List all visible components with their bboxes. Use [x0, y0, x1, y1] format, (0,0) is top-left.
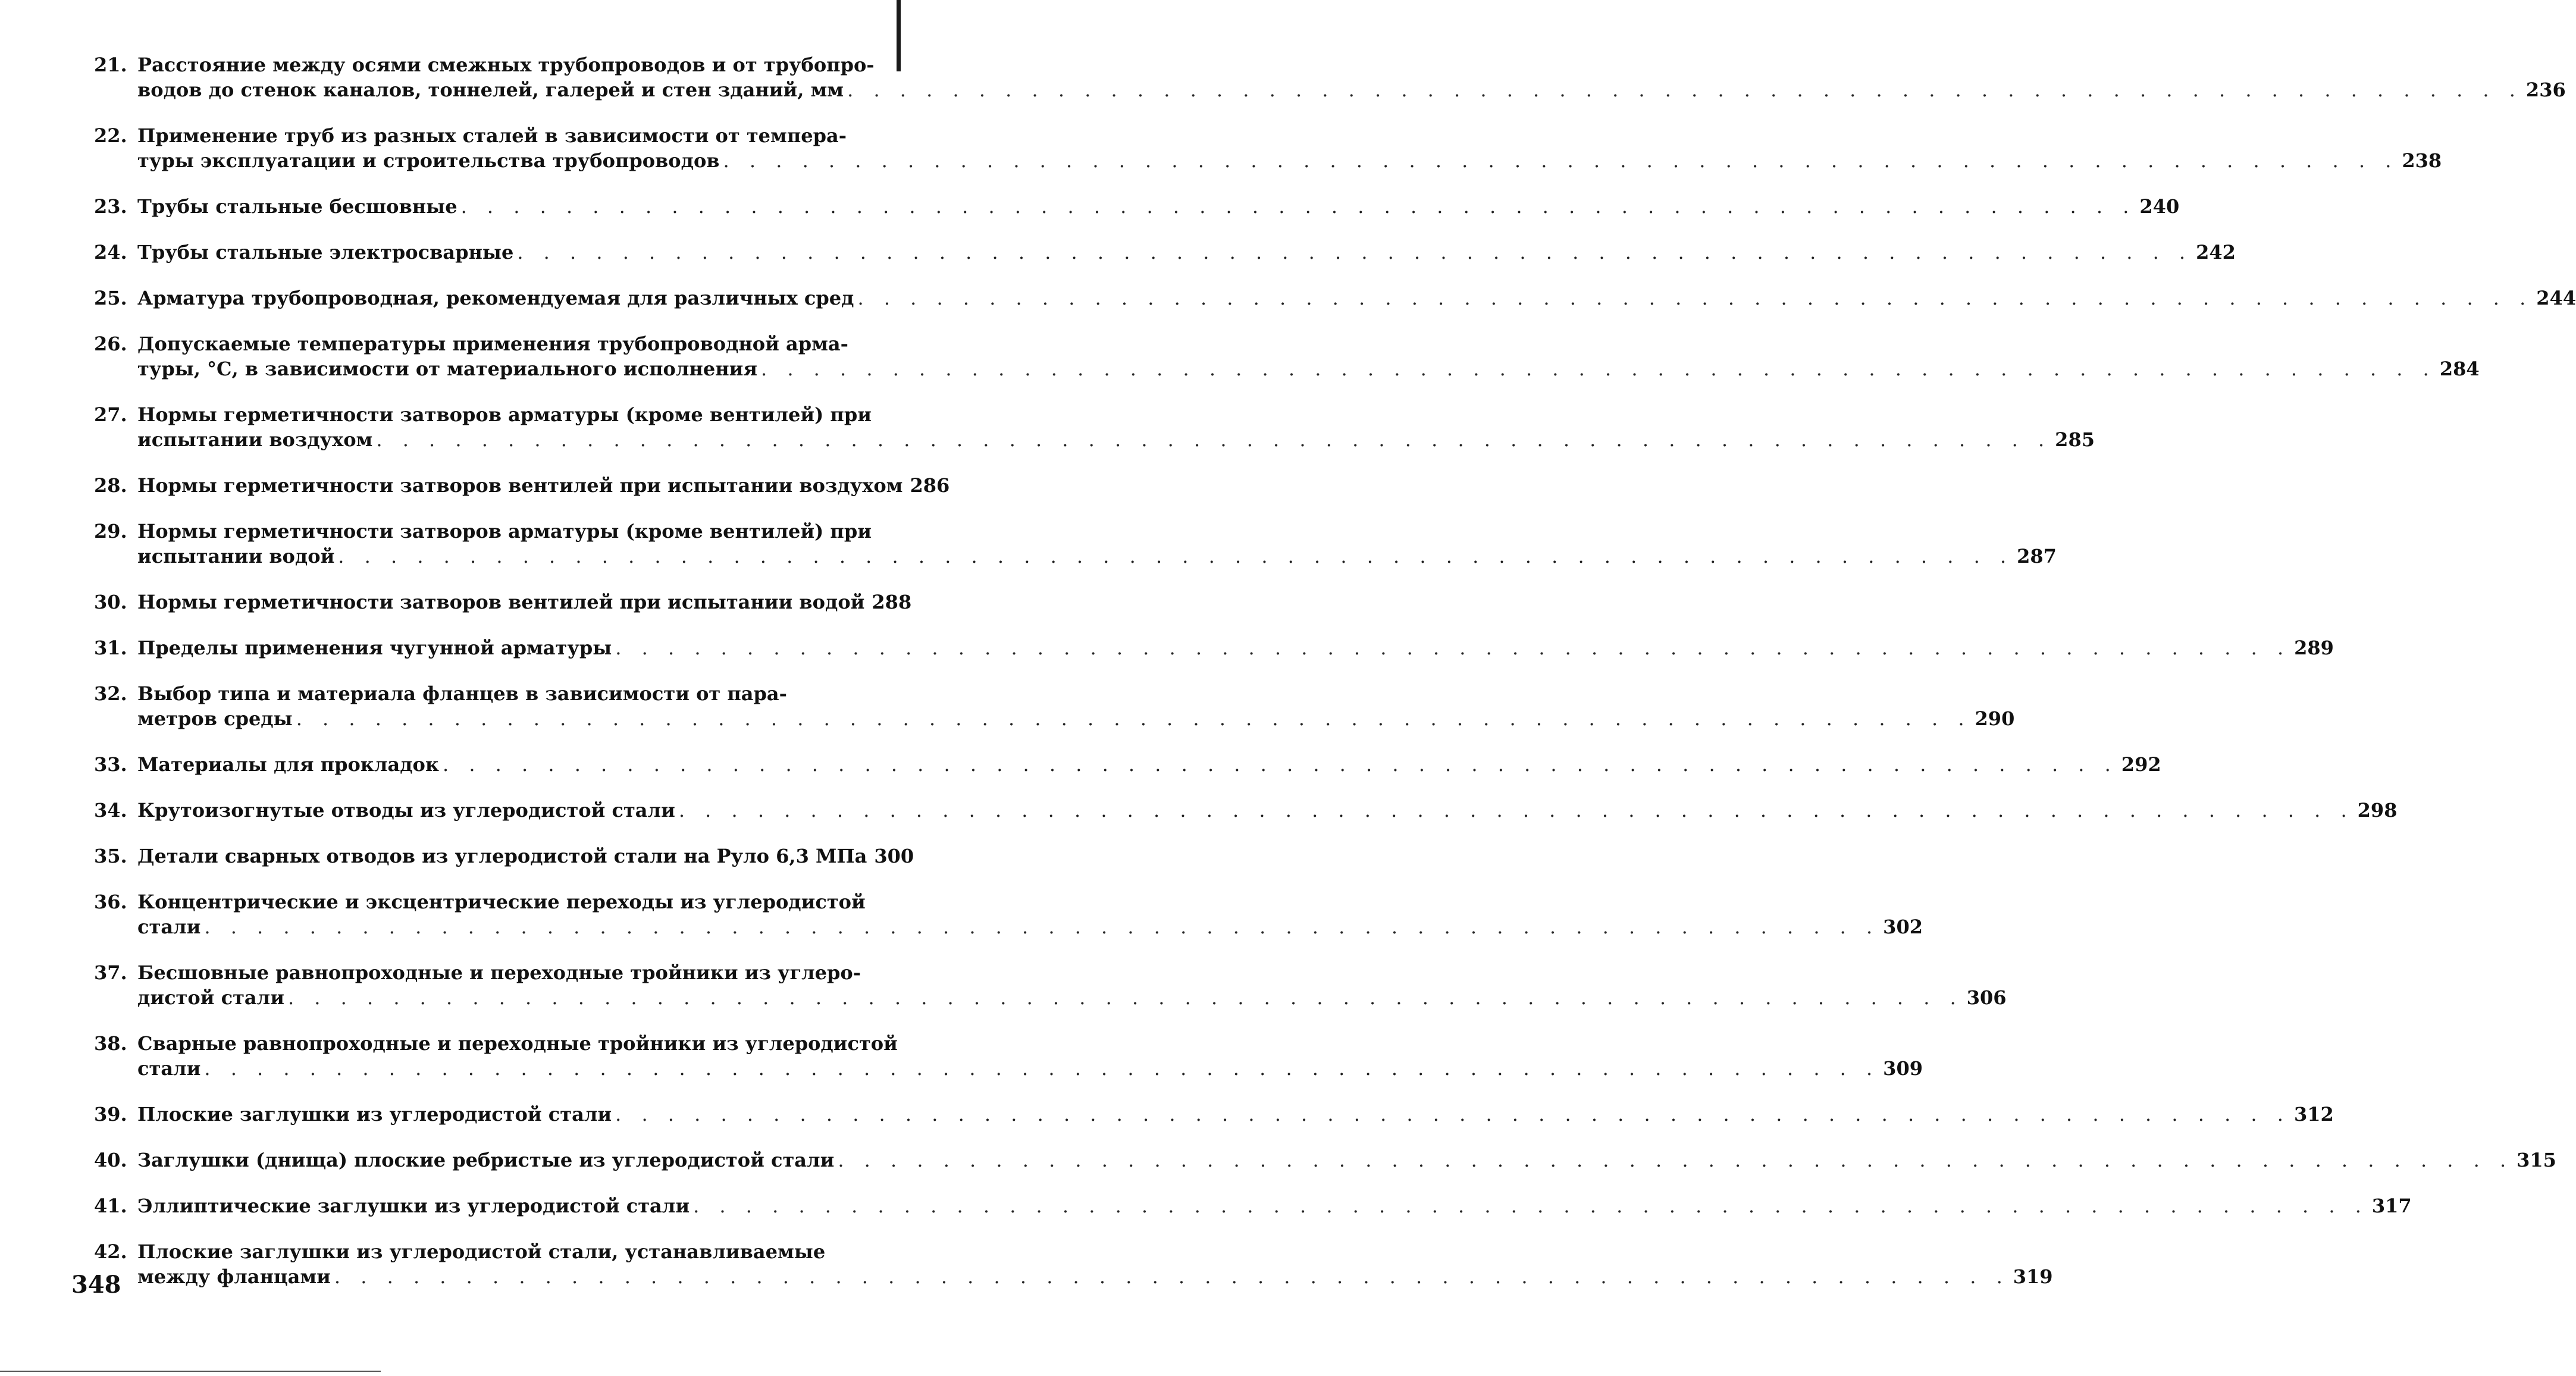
toc-entry-title-line: стали [137, 1057, 201, 1080]
dot-leader [439, 752, 2121, 777]
toc-entry [94, 240, 2236, 265]
toc-entry-page: 298 [2357, 799, 2398, 822]
toc-entry-number: 22. [94, 124, 127, 147]
toc-entry-title-line: стали [137, 916, 201, 938]
dot-leader [200, 1056, 1883, 1081]
toc-entry-title-line: дистой стали [137, 986, 284, 1009]
toc-entry-number: 33. [94, 753, 127, 776]
toc-entry-number: 38. [94, 1032, 127, 1055]
toc-entry-page: 286 [910, 474, 950, 497]
toc-entry-title-line: Арматура трубопроводная, рекомендуемая для различных сред [137, 287, 854, 309]
dot-leader [293, 706, 1975, 731]
scan-edge-mark [897, 0, 901, 71]
toc-entry [94, 798, 2398, 823]
toc-entry-title-line: Допускаемые температуры применения трубопроводной арма- [137, 333, 848, 355]
toc-entry-number: 30. [94, 591, 127, 613]
toc-entry-number: 23. [94, 195, 127, 218]
dot-leader [612, 635, 2294, 660]
toc-entry [94, 402, 2095, 452]
toc-entry [94, 590, 912, 615]
toc-entry [94, 286, 2576, 311]
toc-entry-page: 285 [2055, 428, 2095, 451]
toc-entry [94, 331, 2480, 381]
toc-entry-title-line: Пределы применения чугунной арматуры [137, 637, 612, 659]
toc-entry [94, 889, 1923, 939]
dot-leader [854, 286, 2536, 311]
dot-leader [834, 1148, 2517, 1173]
toc-entry-title-line: Сварные равнопроходные и переходные тройники из углеродистой [137, 1032, 898, 1055]
toc-entry-number: 28. [94, 474, 127, 497]
toc-entry-number: 27. [94, 403, 127, 426]
toc-entry-page: 244 [2536, 287, 2576, 309]
toc-entry-number: 24. [94, 241, 127, 264]
toc-entry [94, 1031, 1923, 1081]
toc-entry-title-line: Бесшовные равнопроходные и переходные тройники из углеро- [137, 961, 861, 984]
dot-leader [612, 1102, 2294, 1127]
toc-entry [94, 960, 2007, 1010]
toc-entry [94, 519, 2057, 569]
toc-entry-title-line: Заглушки (днища) плоские ребристые из углеродистой стали [137, 1149, 835, 1171]
toc-entry-title-line: туры, °С, в зависимости от материального исполнения [137, 358, 757, 380]
toc-entry-title-line: Выбор типа и материала фланцев в зависимости от пара- [137, 682, 787, 705]
toc-entry-title-line: Расстояние между осями смежных трубопроводов и от трубопро- [137, 54, 875, 76]
toc-entry-page: 319 [2013, 1265, 2053, 1288]
toc-entry-page: 306 [1966, 986, 2007, 1009]
toc-entry-title-line: испытании воздухом [137, 428, 373, 451]
dot-leader [457, 194, 2140, 219]
toc-entry [94, 635, 2334, 660]
toc-entry-title-line: Нормы герметичности затворов арматуры (кроме вентилей) при [137, 403, 872, 426]
toc-entry-page: 315 [2517, 1149, 2556, 1171]
toc-entry-page: 300 [874, 845, 914, 867]
toc-entry-page: 309 [1883, 1057, 1923, 1080]
toc-entry-number: 26. [94, 333, 127, 355]
dot-leader [331, 1264, 2013, 1289]
toc-entry-page: 287 [2017, 545, 2057, 568]
toc-entry-page: 242 [2196, 241, 2236, 264]
dot-leader [690, 1193, 2372, 1218]
dot-leader [675, 798, 2358, 823]
toc-entry [94, 1193, 2412, 1218]
dot-leader [334, 544, 2017, 569]
toc-entry-page: 317 [2371, 1195, 2412, 1217]
toc-entry-page: 289 [2294, 637, 2334, 659]
toc-entry-number: 41. [94, 1195, 127, 1217]
toc-entry-title-line: Плоские заглушки из углеродистой стали, устанавливаемые [137, 1240, 826, 1263]
toc-entry-number: 40. [94, 1149, 127, 1171]
toc-entry-title-line: Детали сварных отводов из углеродистой стали на Руло 6,3 МПа [137, 845, 867, 867]
toc-entry-number: 36. [94, 891, 127, 913]
scan-bottom-edge [0, 1371, 381, 1372]
table-of-contents [94, 52, 2576, 1310]
toc-entry-page: 302 [1883, 916, 1923, 938]
toc-entry-number: 29. [94, 520, 127, 543]
toc-entry-page: 288 [872, 591, 912, 613]
toc-entry-page: 292 [2121, 753, 2161, 776]
toc-entry-page: 284 [2439, 358, 2480, 380]
toc-entry-title-line: туры эксплуатации и строительства трубопроводов [137, 149, 720, 172]
toc-entry-number: 34. [94, 799, 127, 822]
dot-leader [200, 914, 1883, 939]
toc-entry [94, 52, 2566, 102]
toc-entry-title-line: Нормы герметичности затворов арматуры (кроме вентилей) при [137, 520, 872, 543]
toc-entry-number: 32. [94, 682, 127, 705]
toc-entry [94, 123, 2442, 173]
toc-entry-title-line: метров среды [137, 707, 293, 730]
toc-entry-number: 42. [94, 1240, 127, 1263]
toc-entry-page: 236 [2525, 79, 2566, 101]
dot-leader [844, 77, 2526, 102]
toc-entry-title-line: между фланцами [137, 1265, 331, 1288]
toc-entry [94, 473, 950, 498]
toc-entry-title-line: Трубы стальные электросварные [137, 241, 514, 264]
dot-leader [720, 148, 2402, 173]
toc-entry-page: 238 [2402, 149, 2442, 172]
toc-entry-title-line: Концентрические и эксцентрические переходы из углеродистой [137, 891, 866, 913]
toc-entry-number: 21. [94, 54, 127, 76]
toc-entry [94, 1148, 2556, 1173]
toc-entry [94, 194, 2180, 219]
toc-entry-title-line: Плоские заглушки из углеродистой стали [137, 1103, 612, 1126]
toc-entry-number: 39. [94, 1103, 127, 1126]
toc-entry-title-line: Нормы герметичности затворов вентилей при испытании водой [137, 591, 865, 613]
toc-entry-title-line: Материалы для прокладок [137, 753, 439, 776]
toc-entry-page: 290 [1975, 707, 2015, 730]
dot-leader [513, 240, 2196, 265]
toc-entry-title-line: Применение труб из разных сталей в зависимости от темпера- [137, 124, 847, 147]
toc-entry [94, 681, 2015, 731]
toc-entry [94, 752, 2161, 777]
toc-entry-title-line: Крутоизогнутые отводы из углеродистой стали [137, 799, 675, 822]
dot-leader [757, 356, 2440, 381]
dot-leader [372, 427, 2055, 452]
toc-entry-title-line: Нормы герметичности затворов вентилей при испытании воздухом [137, 474, 903, 497]
toc-entry-title-line: водов до стенок каналов, тоннелей, галерей и стен зданий, мм [137, 79, 844, 101]
toc-entry-title-line: испытании водой [137, 545, 335, 568]
dot-leader [284, 985, 1967, 1010]
toc-entry [94, 844, 914, 869]
toc-entry-page: 312 [2293, 1103, 2334, 1126]
page-number: 348 [71, 1271, 121, 1299]
toc-entry [94, 1239, 2053, 1289]
toc-entry-number: 37. [94, 961, 127, 984]
toc-entry-page: 240 [2139, 195, 2180, 218]
toc-entry-number: 35. [94, 845, 127, 867]
toc-entry [94, 1102, 2334, 1127]
toc-entry-number: 25. [94, 287, 127, 309]
toc-entry-title-line: Эллиптические заглушки из углеродистой стали [137, 1195, 690, 1217]
toc-entry-title-line: Трубы стальные бесшовные [137, 195, 457, 218]
toc-entry-number: 31. [94, 637, 127, 659]
